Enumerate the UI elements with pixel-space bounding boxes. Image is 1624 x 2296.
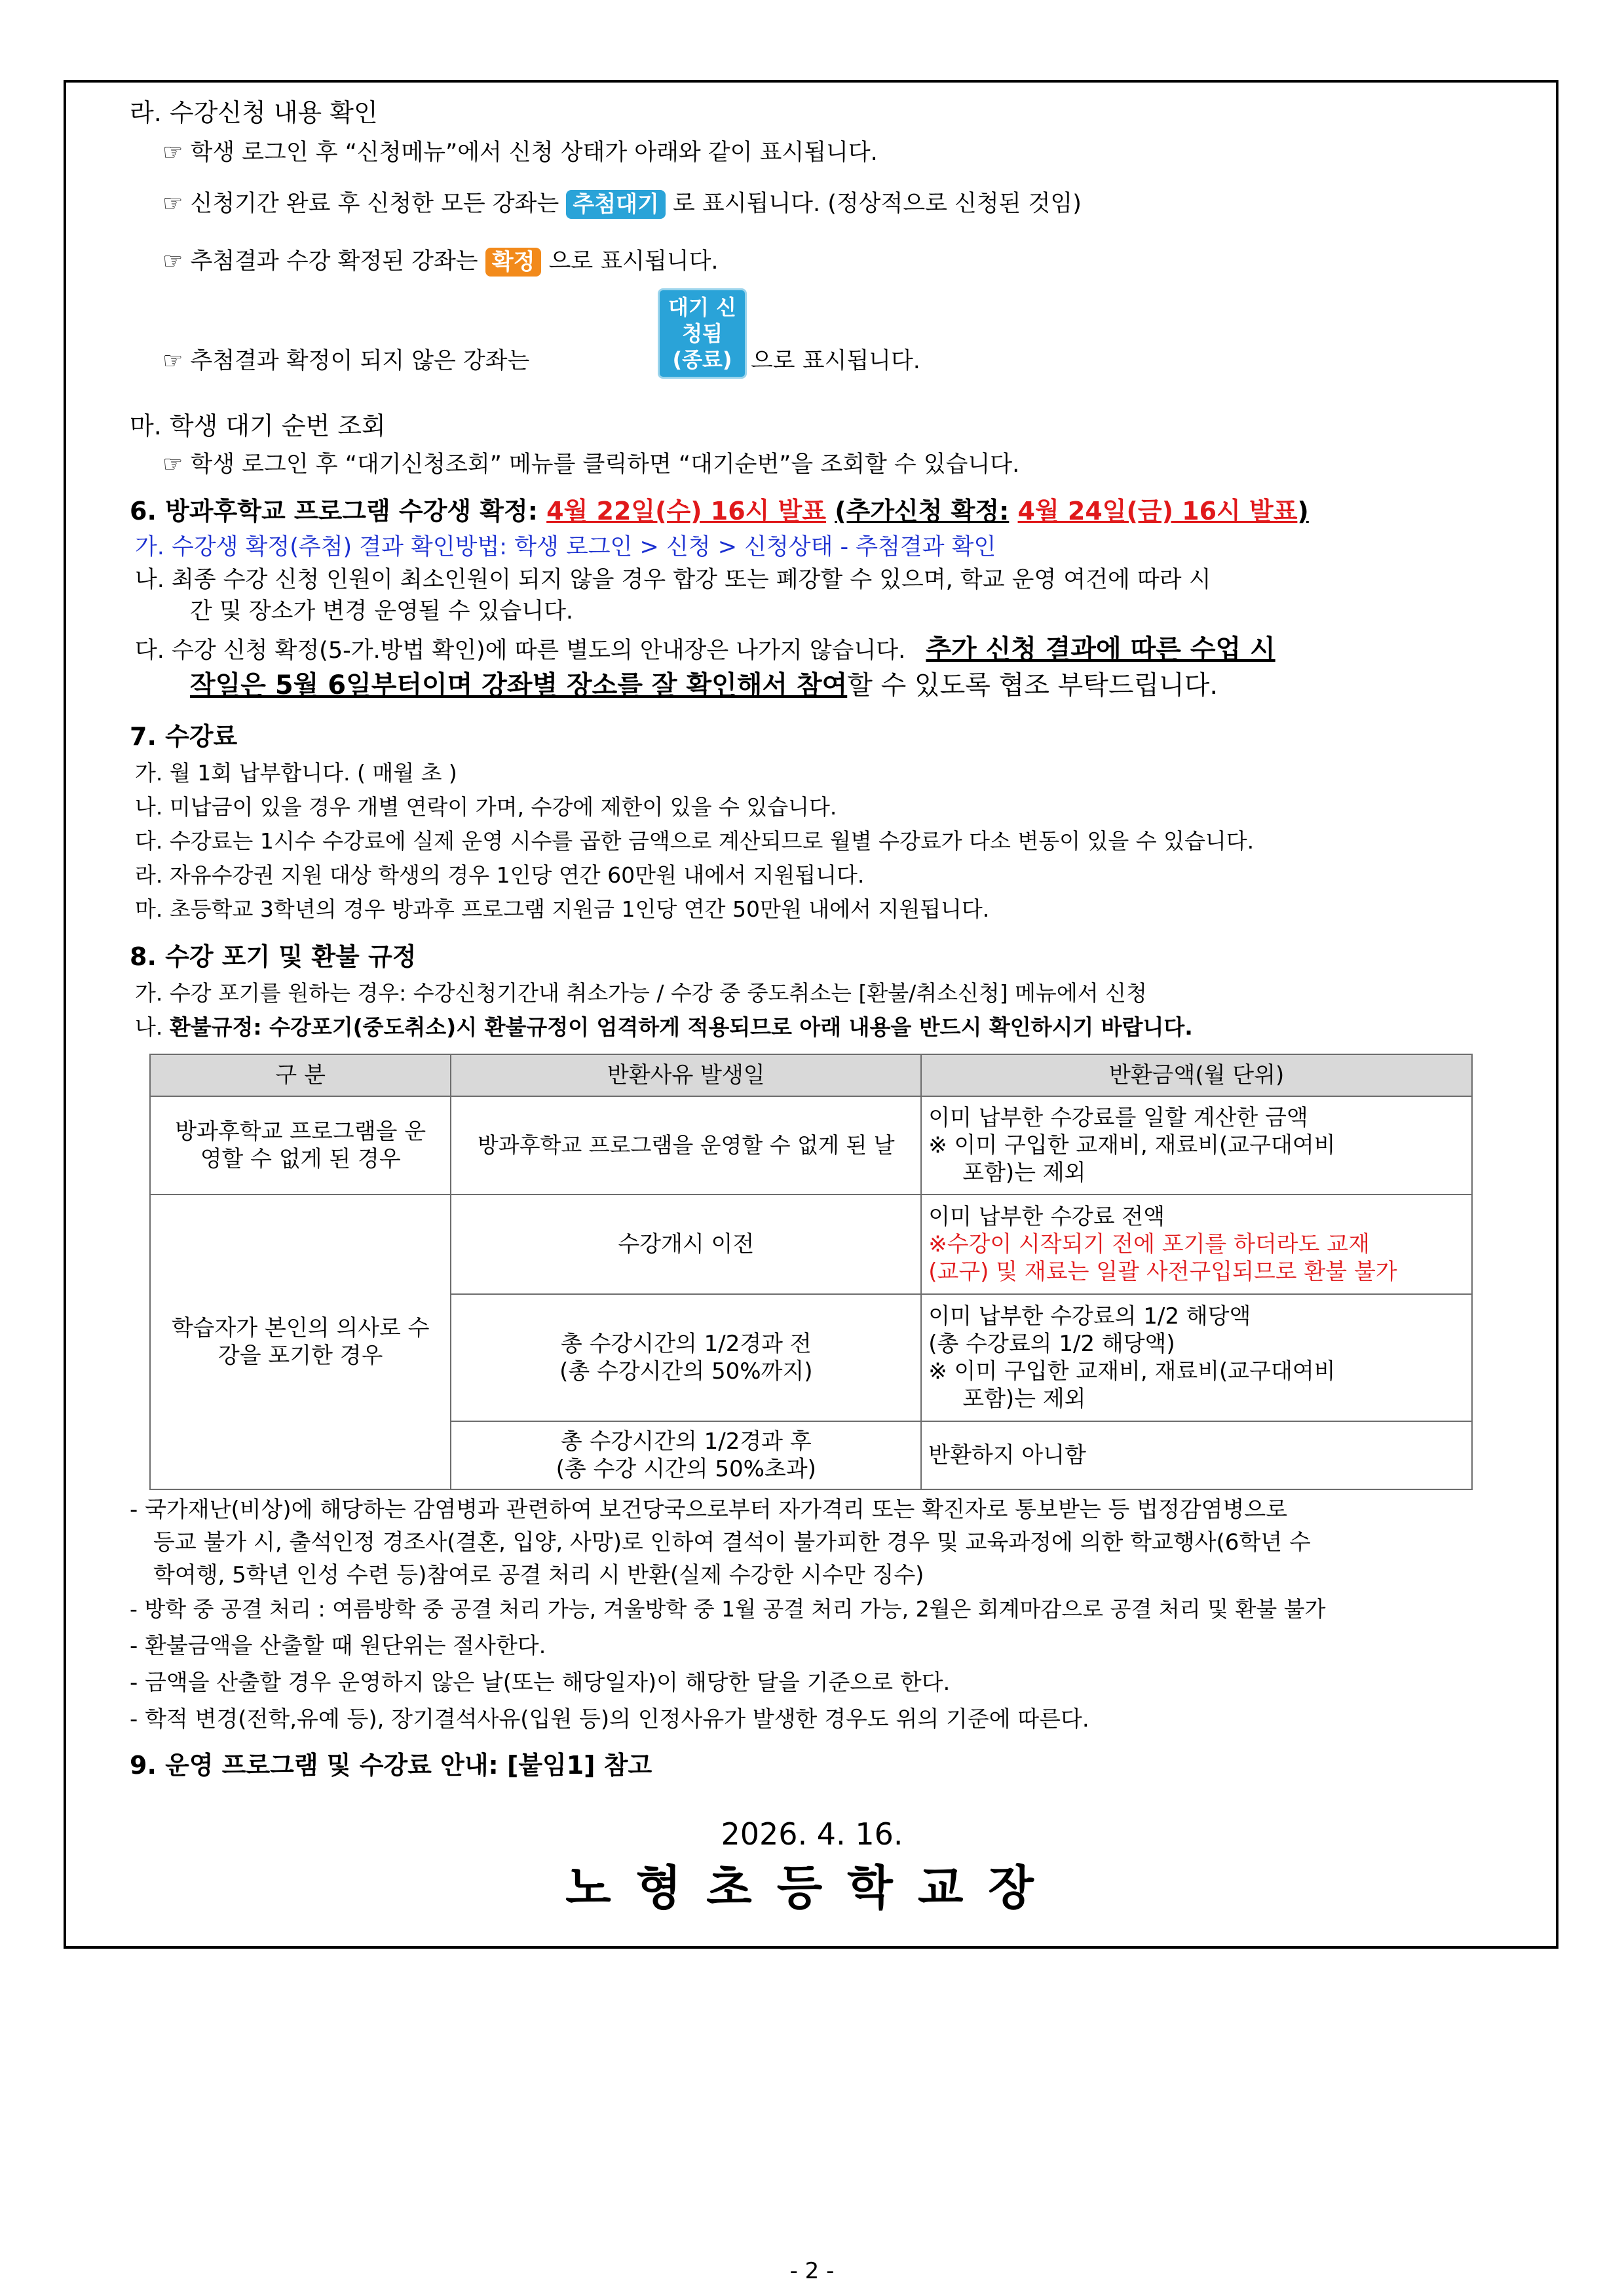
- badge-confirmed: 확정: [485, 248, 542, 277]
- table-cell-reason-4-line-1: 총 수강시간의 1/2경과 후: [560, 1428, 812, 1455]
- section-7-item-ra: 라. 자유수강권 지원 대상 학생의 경우 1인당 연간 60만원 내에서 지원됩니다.: [135, 862, 865, 888]
- table-row: [150, 1195, 1472, 1294]
- section-9-title: 9. 운영 프로그램 및 수강료 안내: [붙임1] 참고: [130, 1751, 652, 1780]
- table-cell-reason-4: [451, 1421, 921, 1489]
- section-6-title-pre: 6. 방과후학교 프로그램 수강생 확정:: [130, 497, 538, 526]
- section-ra-item-2-post: 로 표시됩니다. (정상적으로 신청된 것임): [672, 191, 1082, 217]
- section-6-da-text: 다. 수강 신청 확정(5-가.방법 확인)에 따른 별도의 안내장은 나가지 않습니다.: [135, 638, 906, 664]
- table-cell-amount-1-line-1: 이미 납부한 수강료를 일할 계산한 금액: [928, 1105, 1308, 1131]
- table-header-row: [150, 1054, 1472, 1096]
- section-ra-item-3: [162, 248, 719, 277]
- section-6-na-line-1: 나. 최종 수강 신청 인원이 최소인원이 되지 않을 경우 합강 또는 폐강할 수 있으며, 학교 운영 여건에 따라 시: [135, 567, 1211, 593]
- table-cell-amount-3-line-3: ※ 이미 구입한 교재비, 재료비(교구대여비: [928, 1358, 1336, 1385]
- table-cell-amount-1-line-3: 포함)는 제외: [962, 1160, 1086, 1186]
- document-signer: 노형초등학교장: [565, 1860, 1059, 1915]
- badge-waiting: 추첨대기: [566, 190, 665, 219]
- section-6-paren-open: (추가신청 확정:: [835, 497, 1010, 526]
- table-cell-amount-3-line-2: (총 수강료의 1/2 해당액): [928, 1331, 1175, 1357]
- section-6-date-2: 4월 24일(금) 16시 발표: [1017, 497, 1298, 526]
- section-6-date-1: 4월 22일(수) 16시 발표: [546, 497, 827, 526]
- section-6-da-bold-1: 추가 신청 결과에 따른 수업 시: [926, 634, 1275, 664]
- table-header-reason: 반환사유 발생일: [451, 1054, 921, 1096]
- section-8-ga: 가. 수강 포기를 원하는 경우: 수강신청기간내 취소가능 / 수강 중 중도취소는 [환불/취소신청] 메뉴에서 신청: [135, 980, 1147, 1006]
- note-1-line-3: 학여행, 5학년 인성 수련 등)참여로 공결 처리 시 반환(실제 수강한 시수만 징수): [153, 1562, 924, 1588]
- note-1-line-2: 등교 불가 시, 출석인정 경조사(결혼, 입양, 사망)로 인하여 결석이 불가피한 경우 및 교육과정에 의한 학교행사(6학년 수: [153, 1529, 1311, 1556]
- table-cell-amount-4: 반환하지 아니함: [921, 1421, 1472, 1489]
- note-3: - 환불금액을 산출할 때 원단위는 절사한다.: [130, 1633, 546, 1659]
- section-8-na-label: 나.: [135, 1014, 163, 1040]
- section-ra-item-3-pre: ☞ 추첨결과 수강 확정된 강좌는: [162, 248, 478, 275]
- note-1-line-1: - 국가재난(비상)에 해당하는 감염병과 관련하여 보건당국으로부터 자가격리 또는 확진자로 통보받는 등 법정감염병으로: [130, 1497, 1288, 1523]
- table-cell-amount-3-line-4: 포함)는 제외: [962, 1386, 1086, 1412]
- section-ra-item-2: [162, 190, 1082, 219]
- section-7-title: 7. 수강료: [130, 722, 238, 751]
- section-6-paren-close: ): [1297, 497, 1309, 526]
- table-cell-amount-3: [921, 1294, 1472, 1421]
- table-cell-amount-1-line-2: ※ 이미 구입한 교재비, 재료비(교구대여비: [928, 1132, 1336, 1158]
- table-cell-amount-2: [921, 1195, 1472, 1294]
- table-cell-amount-3-line-1: 이미 납부한 수강료의 1/2 해당액: [928, 1303, 1251, 1330]
- section-ra-title: 라. 수강신청 내용 확인: [130, 98, 378, 127]
- note-5: - 학적 변경(전학,유예 등), 장기결석사유(입원 등)의 인정사유가 발생한 경우도 위의 기준에 따른다.: [130, 1706, 1089, 1732]
- table-cell-amount-2-red-2: (교구) 및 재료는 일괄 사전구입되므로 환불 불가: [928, 1259, 1397, 1285]
- section-ra-item-4-pre: ☞ 추첨결과 확정이 되지 않은 강좌는: [162, 348, 530, 374]
- section-6-na-line-2: 간 및 장소가 변경 운영될 수 있습니다.: [190, 598, 574, 624]
- document-date: 2026. 4. 16.: [721, 1816, 903, 1852]
- section-6-da-tail: 할 수 있도록 협조 부탁드립니다.: [847, 670, 1218, 700]
- table-cell-category-1: 방과후학교 프로그램을 운영할 수 없게 된 경우: [150, 1096, 451, 1195]
- badge-standby-label: 대기 신청됨 (종료): [658, 288, 747, 379]
- section-ra-item-3-post: 으로 표시됩니다.: [548, 248, 719, 275]
- section-6-da-line-2: [190, 670, 1218, 701]
- section-8-na: [135, 1014, 1193, 1041]
- table-cell-reason-3: [451, 1294, 921, 1421]
- table-cell-reason-4-line-2: (총 수강 시간의 50%초과): [556, 1456, 816, 1482]
- section-7-item-da: 다. 수강료는 1시수 수강료에 실제 운영 시수를 곱한 금액으로 계산되므로 월별 수강료가 다소 변동이 있을 수 있습니다.: [135, 828, 1255, 854]
- table-cell-reason-3-line-1: 총 수강시간의 1/2경과 전: [560, 1331, 812, 1357]
- table-row: [150, 1096, 1472, 1195]
- section-7-item-ma: 마. 초등학교 3학년의 경우 방과후 프로그램 지원금 1인당 연간 50만원 내에서 지원됩니다.: [135, 896, 990, 922]
- section-ra-item-4-post: 으로 표시됩니다.: [751, 348, 920, 374]
- note-2: - 방학 중 공결 처리 : 여름방학 중 공결 처리 가능, 겨울방학 중 1월 공결 처리 가능, 2월은 회계마감으로 공결 처리 및 환불 불가: [130, 1596, 1326, 1622]
- refund-table: [149, 1054, 1473, 1490]
- section-6-da-line-1: [135, 636, 1275, 664]
- table-cell-amount-2-red-1: ※수강이 시작되기 전에 포기를 하더라도 교재: [928, 1231, 1370, 1257]
- section-7-item-ga: 가. 월 1회 납부합니다. ( 매월 초 ): [135, 760, 457, 786]
- section-8-na-bold: 환불규정: 수강포기(중도취소)시 환불규정이 엄격하게 적용되므로 아래 내용을 반드시 확인하시기 바랍니다.: [169, 1014, 1193, 1040]
- table-cell-reason-1: 방과후학교 프로그램을 운영할 수 없게 된 날: [451, 1096, 921, 1195]
- table-header-amount: 반환금액(월 단위): [921, 1054, 1472, 1096]
- section-ma-item-1: ☞ 학생 로그인 후 “대기신청조회” 메뉴를 클릭하면 “대기순번”을 조회할 수 있습니다.: [162, 451, 1020, 478]
- section-ma-title: 마. 학생 대기 순번 조회: [130, 411, 386, 440]
- table-cell-amount-2-line-1: 이미 납부한 수강료 전액: [928, 1204, 1165, 1230]
- table-cell-amount-1: [921, 1096, 1472, 1195]
- section-7-item-na: 나. 미납금이 있을 경우 개별 연락이 가며, 수강에 제한이 있을 수 있습니다.: [135, 794, 837, 820]
- section-6-title: [130, 497, 1309, 526]
- table-cell-reason-3-line-2: (총 수강시간의 50%까지): [559, 1358, 813, 1385]
- section-ra-item-1: ☞ 학생 로그인 후 “신청메뉴”에서 신청 상태가 아래와 같이 표시됩니다.: [162, 140, 878, 166]
- page-number: - 2 -: [789, 2258, 835, 2284]
- section-6-da-bold-2: 작일은 5월 6일부터이며 강좌별 장소를 잘 확인해서 참여: [190, 670, 848, 700]
- section-6-ga: 가. 수강생 확정(추첨) 결과 확인방법: 학생 로그인 > 신청 > 신청상태 - 추첨결과 확인: [135, 534, 996, 560]
- table-header-category: 구 분: [150, 1054, 451, 1096]
- section-ra-item-2-pre: ☞ 신청기간 완료 후 신청한 모든 강좌는: [162, 191, 559, 217]
- note-4: - 금액을 산출할 경우 운영하지 않은 날(또는 해당일자)이 해당한 달을 기준으로 한다.: [130, 1670, 951, 1696]
- section-8-title: 8. 수강 포기 및 환불 규정: [130, 942, 417, 971]
- badge-standby: [658, 288, 747, 379]
- table-cell-reason-2: 수강개시 이전: [451, 1195, 921, 1294]
- table-cell-category-2: 학습자가 본인의 의사로 수강을 포기한 경우: [150, 1195, 451, 1489]
